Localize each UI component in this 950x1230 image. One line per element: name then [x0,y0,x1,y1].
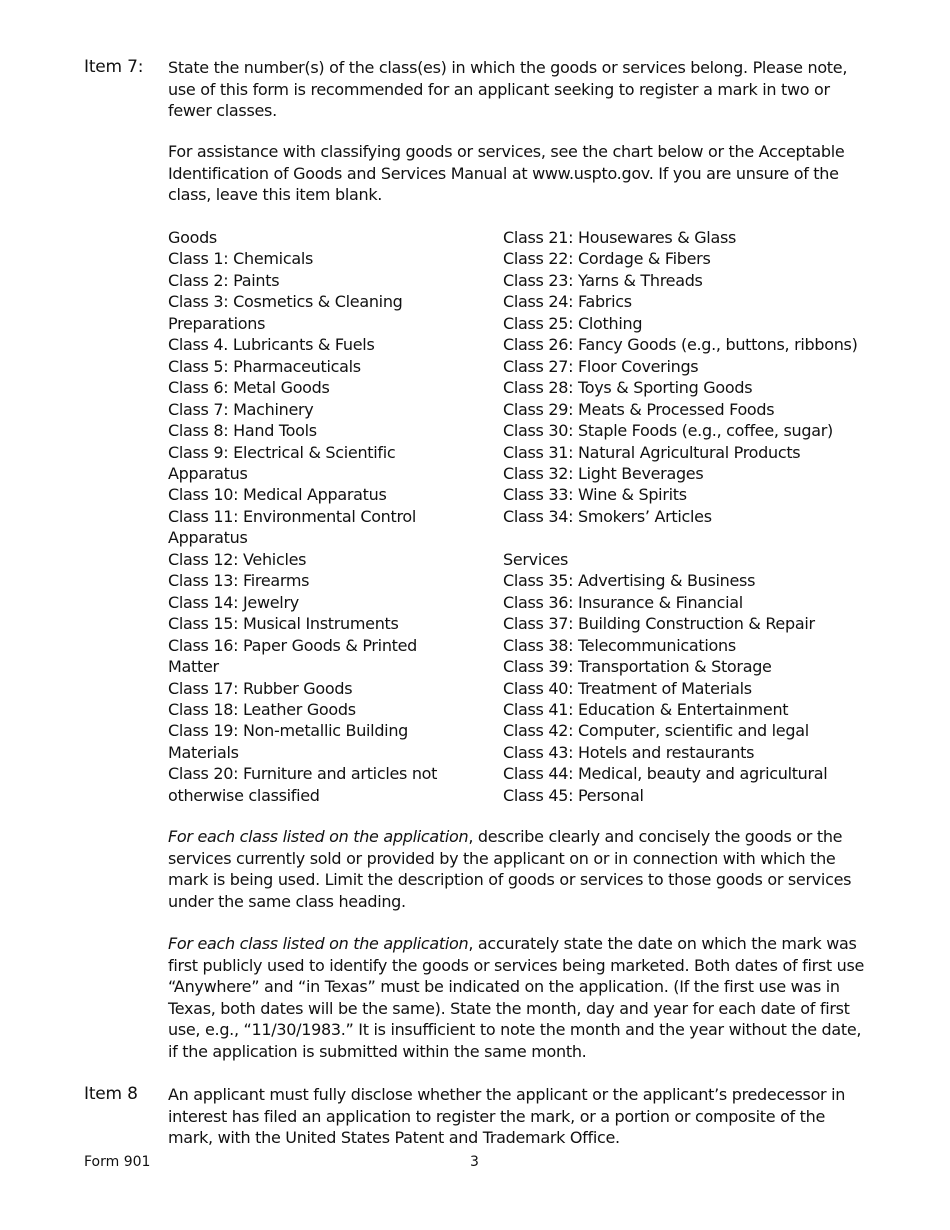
class-list-item: Class 36: Insurance & Financial [503,592,743,612]
class-list-item: Class 21: Housewares & Glass [503,228,737,247]
class-list-item: Class 25: Clothing [503,313,643,333]
class-list-item: Class 33: Wine & Spirits [503,485,687,505]
item-8-text: An applicant must fully disclose whether the applicant or the applicant’s predecessor in interest has filed an application to register the mark, or a portion or composite of the mark, with the United States Patent and Trademark Office. [168,1085,846,1147]
date-emphasis: For each class listed on the application [168,934,469,953]
class-list-item: Class 37: Building Construction & Repair [503,614,815,634]
first-use-date-paragraph [168,933,868,1062]
class-list-item: Class 38: Telecommunications [503,635,736,655]
class-list-item: Class 15: Musical Instruments [168,614,399,634]
class-list-item: Class 30: Staple Foods (e.g., coffee, sugar) [503,421,833,441]
services-heading: Services [503,549,569,569]
class-list-item: Class 5: Pharmaceuticals [168,356,361,376]
class-list-item: Class 24: Fabrics [503,292,632,312]
class-list-item: Class 10: Medical Apparatus [168,485,387,505]
class-list-item: Class 9: Electrical & Scientific Apparatus [168,442,396,483]
class-list-item: Class 14: Jewelry [168,592,299,612]
class-list-item: Class 35: Advertising & Business [503,571,756,591]
class-list-item: Class 1: Chemicals [168,249,314,269]
class-list-item: Class 34: Smokers’ Articles [503,506,712,526]
page-number: 3 [470,1154,479,1170]
class-list-item: Class 28: Toys & Sporting Goods [503,378,753,398]
class-list-item: Class 11: Environmental Control Apparatus [168,506,417,548]
class-list-item: Class 16: Paper Goods & Printed Matter [168,635,418,677]
class-list-item: Class 45: Personal [503,785,644,805]
item-8-label: Item 8 [84,1084,138,1104]
class-list-item: Class 8: Hand Tools [168,421,317,441]
describe-text: , describe clearly and concisely the goods or the services currently sold or provided by the applicant on or in connection with which the mark is being used. Limit the description of goods or services to those goods or services under the same class heading. [168,827,852,911]
class-list-item: Class 19: Non-metallic Building Materials [168,721,409,762]
describe-emphasis: For each class listed on the application [168,827,469,846]
class-list-item: Class 40: Treatment of Materials [503,678,752,698]
class-list-item: Class 39: Transportation & Storage [503,657,772,677]
class-list-item: Class 32: Light Beverages [503,463,704,483]
class-list-item: Class 2: Paints [168,270,280,290]
goods-heading: Goods [168,228,217,247]
class-list-item: Class 44: Medical, beauty and agricultural [503,764,828,784]
class-list-item: Class 22: Cordage & Fibers [503,249,711,269]
class-list-item: Class 7: Machinery [168,399,314,419]
class-list-item: Class 43: Hotels and restaurants [503,742,755,762]
class-list-item: Class 23: Yarns & Threads [503,270,703,290]
date-text: , accurately state the date on which the mark was first publicly used to identify the goods or services being marketed. Both dates of first use “Anywhere” and “in Texas” must be indicated on the application. (If the first use was in Texas, both dates will be the same). State the month, day and year for each date of first use, e.g., “11/30/1983.” It is insufficient to note the month and the year without the date, if the application is submitted within the same month. [168,934,865,1061]
form-name: Form 901 [84,1154,151,1170]
class-list-item: Class 31: Natural Agricultural Products [503,442,801,462]
item-7-intro: State the number(s) of the class(es) in which the goods or services belong. Please note, use of this form is recommended for an applicant seeking to register a mark in two or fewer classes. [168,58,848,120]
class-list-item: Class 27: Floor Coverings [503,356,699,376]
class-list-item: Class 17: Rubber Goods [168,678,353,698]
class-list-item: Class 13: Firearms [168,571,310,591]
class-list-item: Class 29: Meats & Processed Foods [503,399,775,419]
class-list-item: Class 41: Education & Entertainment [503,699,789,719]
class-list-item: Class 42: Computer, scientific and legal [503,721,809,741]
class-list-item: Class 6: Metal Goods [168,378,330,398]
item-7-assistance: For assistance with classifying goods or services, see the chart below or the Acceptable Identification of Goods and Services Manual at www.uspto.gov. If you are unsure of the class, leave this item blank. [168,142,845,204]
class-list-item: Class 26: Fancy Goods (e.g., buttons, ribbons) [503,335,858,355]
class-list-item: Class 18: Leather Goods [168,699,356,719]
goods-column-left [168,227,458,806]
item-7-label: Item 7: [84,57,144,77]
goods-services-column-right [503,227,883,806]
describe-goods-paragraph [168,826,868,912]
class-list-item: Class 12: Vehicles [168,549,307,569]
class-list-item: Class 3: Cosmetics & Cleaning Preparations [168,292,403,333]
class-list-item: Class 4. Lubricants & Fuels [168,335,375,355]
class-list-item: Class 20: Furniture and articles not otherwise classified [168,764,438,805]
